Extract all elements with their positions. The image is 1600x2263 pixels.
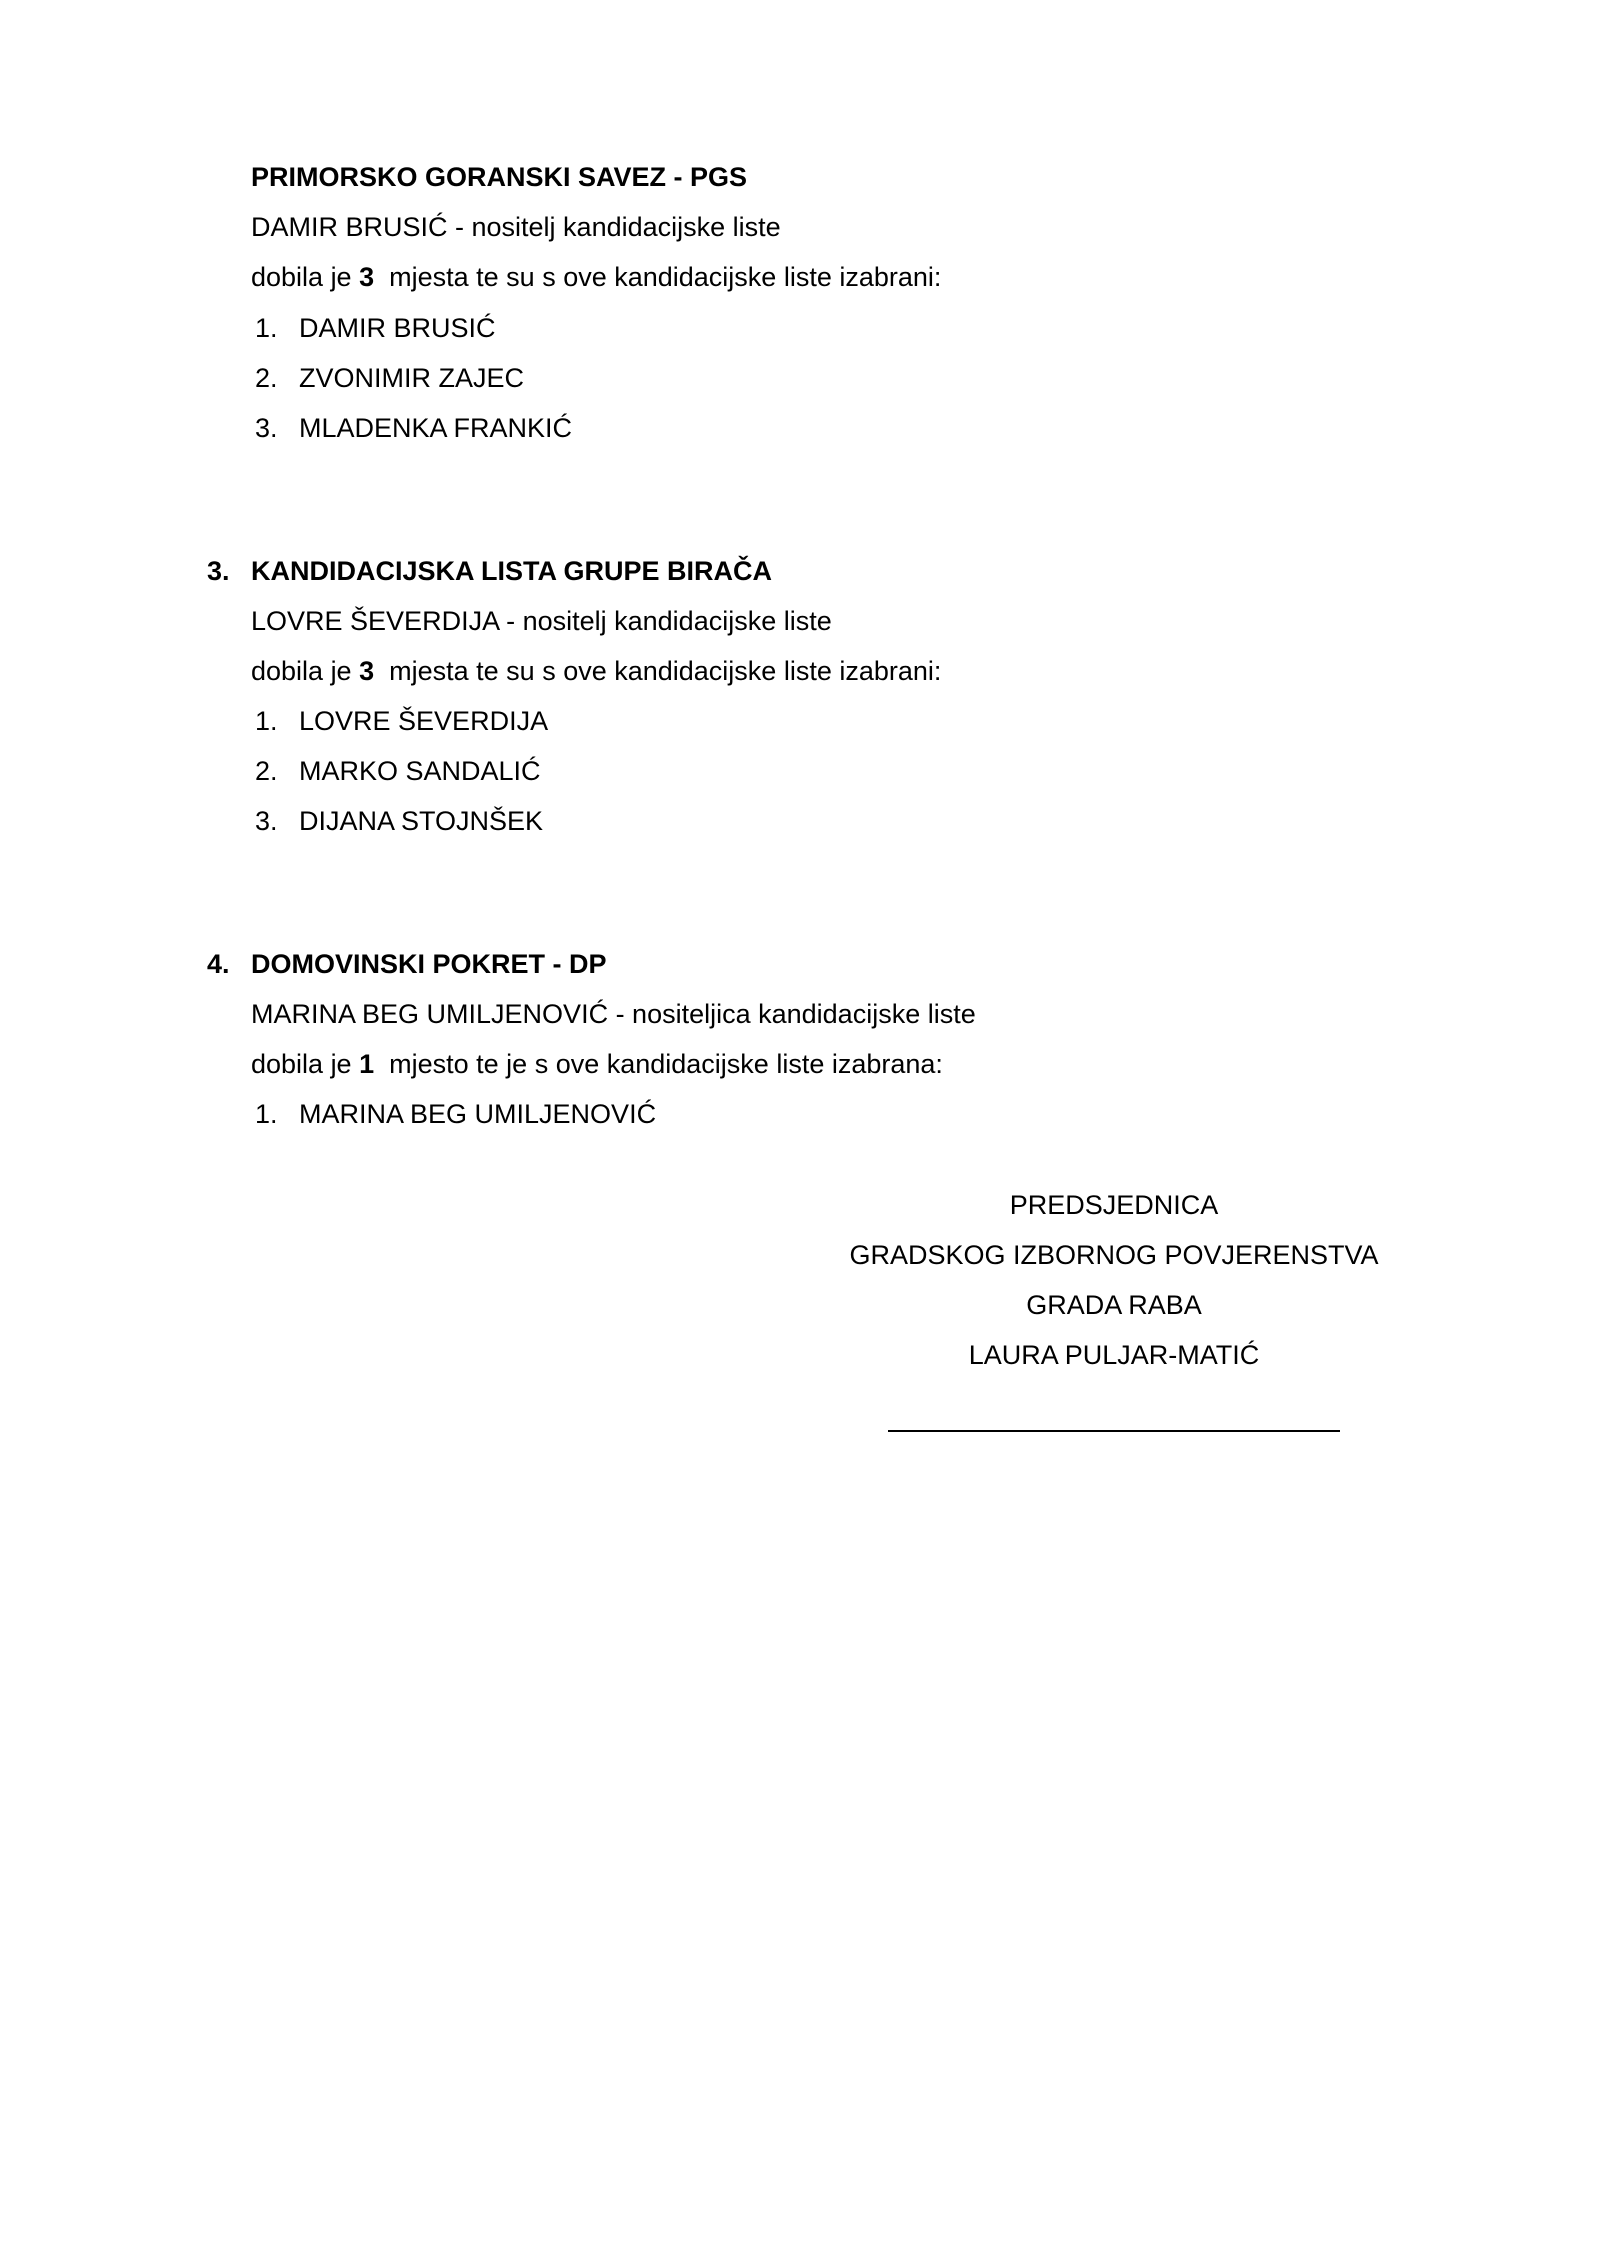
member-number: 1. [255,1099,278,1129]
section-3-seats [251,658,941,685]
seats-suffix: mjesto te je s ove kandidacijske liste izabrana: [374,1049,943,1079]
seats-number: 1 [359,1049,375,1079]
section-pgs-leader: DAMIR BRUSIĆ - nositelj kandidacijske liste [251,212,781,242]
section-4-title: DOMOVINSKI POKRET - DP [251,949,607,979]
seats-suffix: mjesta te su s ove kandidacijske liste izabrani: [374,262,942,292]
member-name: ZVONIMIR ZAJEC [299,363,525,393]
seats-prefix: dobila je [251,1049,360,1079]
signature-line [888,1430,1340,1432]
signature-committee: GRADSKOG IZBORNOG POVJERENSTVA [849,1240,1379,1270]
section-3-title: KANDIDACIJSKA LISTA GRUPE BIRAČA [251,556,773,586]
signature-city: GRADA RABA [1026,1290,1202,1320]
member-name: DAMIR BRUSIĆ [299,313,496,343]
member-number: 2. [255,756,278,786]
member-name: LOVRE ŠEVERDIJA [299,706,549,736]
seats-number: 3 [359,656,375,686]
seats-prefix: dobila je [251,656,360,686]
section-pgs-seats [251,264,941,291]
member-name: MARINA BEG UMILJENOVIĆ [299,1099,657,1129]
seats-prefix: dobila je [251,262,360,292]
section-4-leader: MARINA BEG UMILJENOVIĆ - nositeljica kandidacijske liste [251,999,976,1029]
member-number: 1. [255,313,278,343]
section-3-number: 3. [207,556,230,586]
member-number: 3. [255,413,278,443]
section-3-leader: LOVRE ŠEVERDIJA - nositelj kandidacijske liste [251,606,832,636]
member-number: 2. [255,363,278,393]
signature-title: PREDSJEDNICA [1009,1190,1219,1220]
section-4-seats [251,1051,943,1078]
section-pgs-title: PRIMORSKO GORANSKI SAVEZ - PGS [251,162,748,192]
signature-name: LAURA PULJAR-MATIĆ [968,1340,1260,1370]
seats-number: 3 [359,262,375,292]
member-number: 1. [255,706,278,736]
section-4-number: 4. [207,949,230,979]
seats-suffix: mjesta te su s ove kandidacijske liste izabrani: [374,656,942,686]
member-name: MLADENKA FRANKIĆ [299,413,573,443]
member-number: 3. [255,806,278,836]
member-name: DIJANA STOJNŠEK [299,806,544,836]
member-name: MARKO SANDALIĆ [299,756,541,786]
